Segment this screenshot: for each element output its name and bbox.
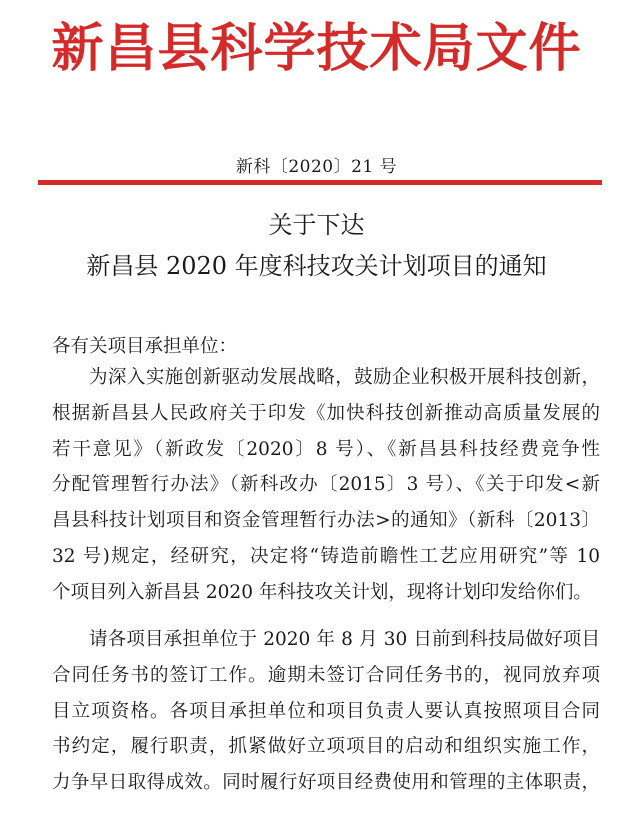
salutation: 各有关项目承担单位： [52,336,238,357]
paragraph-line: 目立项资格。各项目承担单位和项目负责人要认真按照项目合同 [52,700,600,722]
paragraph-line: 个项目列入新昌县 2020 年科技攻关计划，现将计划印发给你们。 [52,581,592,603]
paragraph-line: 32 号)规定，经研究，决定将“铸造前瞻性工艺应用研究”等 10 [52,545,600,567]
paragraph-line: 昌县科技计划项目和资金管理暂行办法>的通知》（新科〔2013〕 [52,510,600,532]
paragraph-line: 若干意见》（新政发〔2020〕8 号）、《新昌县科技经费竞争性 [52,438,600,460]
document-header-title: 新昌县科学技术局文件 [51,18,582,79]
paragraph-line: 请各项目承担单位于 2020 年 8 月 30 日前到科技局做好项目 [89,629,600,650]
paragraph-line: 力争早日取得成效。同时履行好项目经费使用和管理的主体职责， [52,772,600,794]
notice-title-line-2: 新昌县 2020 年度科技攻关计划项目的通知 [86,252,547,280]
document-number: 新科〔2020〕21 号 [235,157,398,177]
body-paragraph-2 [52,629,600,808]
body-paragraph-1 [52,367,600,618]
paragraph-line: 根据新昌县人民政府关于印发《加快科技创新推动高质量发展的 [52,402,600,424]
paragraph-line: 书约定，履行职责，抓紧做好立项项目的启动和组织实施工作， [52,736,600,758]
red-divider-line [38,180,602,185]
paragraph-line: 合同任务书的签订工作。逾期未签订合同任务书的，视同放弃项 [52,664,600,686]
paragraph-line: 为深入实施创新驱动发展战略，鼓励企业积极开展科技创新， [89,367,600,388]
notice-title-line-1: 关于下达 [268,211,365,239]
paragraph-line: 分配管理暂行办法》（新科改办〔2015〕3 号）、《关于印发<新 [52,474,600,496]
